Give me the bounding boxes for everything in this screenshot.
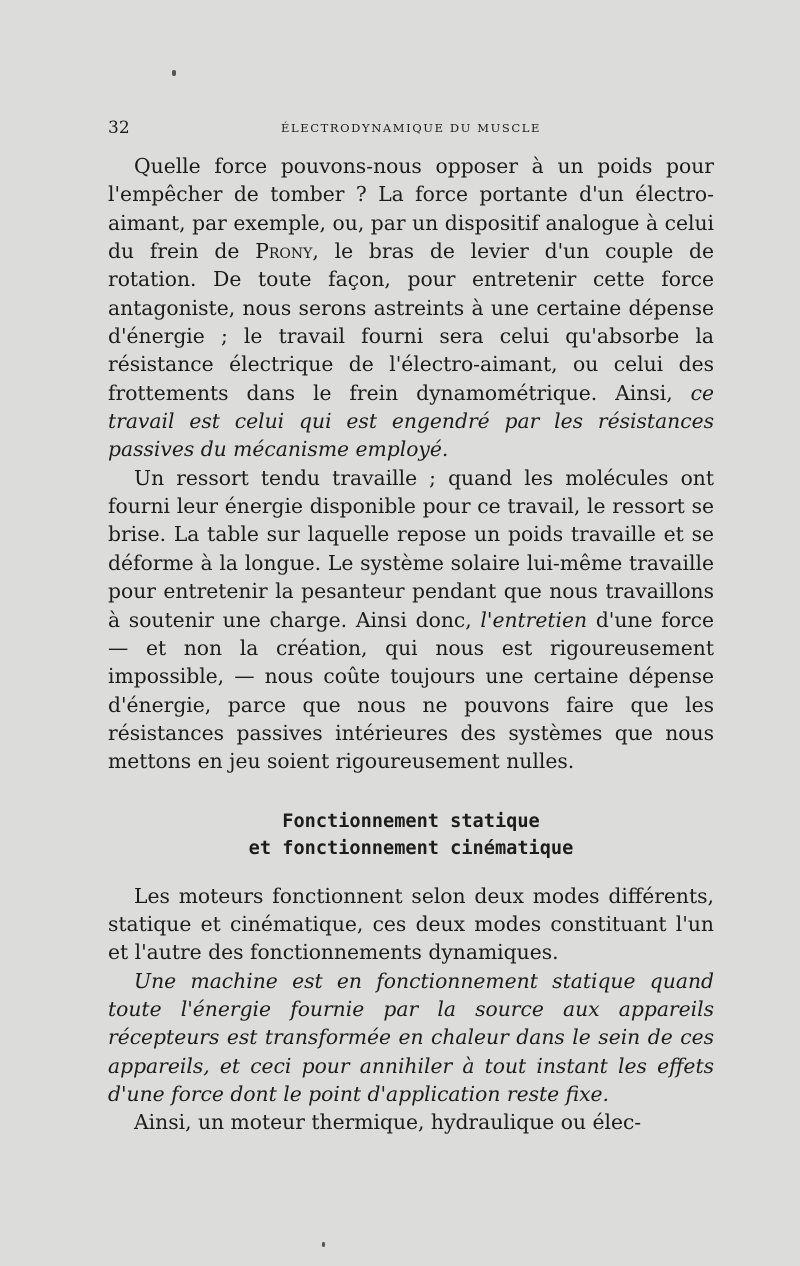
paragraph-text: d'une force — et non la création, qui nous est rigoureusement impossible, — nous coûte toujours une certaine dépense d'énergie, parce que nous ne pouvons faire que les résistances passives intérieures des systèmes que nous mettons en jeu soient rigoureusement nulles. — [108, 607, 714, 774]
paragraph — [108, 152, 714, 464]
italic-text: l'entretien — [480, 607, 588, 632]
italic-text: ce travail est celui qui est engendré par les résistances passives du mécanisme employé. — [108, 380, 714, 462]
running-head: ÉLECTRODYNAMIQUE DU MUSCLE — [281, 121, 541, 135]
print-speck — [322, 1242, 325, 1247]
paragraph-text: Un ressort tendu travaille ; quand les molécules ont fourni leur énergie disponible pour ce travail, le ressort se brise. La table sur laquelle repose un poids travaille et se déforme à la longue. Le système solaire lui-même travaille pour entretenir la pesanteur pendant que nous travaillons à soutenir une charge. Ainsi donc, — [108, 465, 714, 632]
paragraph — [108, 967, 714, 1109]
print-speck — [172, 70, 176, 76]
paragraph: Ainsi, un moteur thermique, hydraulique ou élec- — [134, 1110, 642, 1135]
page-body — [108, 152, 714, 1137]
paragraph — [108, 464, 714, 776]
page-header — [108, 118, 714, 138]
section-title-line: et fonctionnement cinématique — [248, 837, 574, 859]
page-number: 32 — [108, 118, 130, 138]
italic-text: Une machine est en fonctionnement statique quand toute l'énergie fournie par la source aux appareils récepteurs est transformée en chaleur dans le sein de ces appareils, et ceci pour annihiler à tout instant les effets d'une force dont le point d'application reste fixe. — [108, 968, 714, 1106]
paragraph-text: Quelle force pouvons-nous opposer à un poids pour l'empêcher de tomber ? La force portante d'un électro-aimant, par exemple, ou, par un dispositif analogue à celui du frein de — [108, 154, 714, 264]
proper-name: Prony — [255, 239, 313, 264]
section-title — [108, 808, 714, 862]
section-title-line: Fonctionnement statique — [282, 810, 540, 832]
paragraph-text: , le bras de levier d'un couple de rotation. De toute façon, pour entretenir cette force antagoniste, nous serons astreints à une certaine dépense d'énergie ; le travail fourni sera celui qu'absorbe la résistance électrique de l'électro-aimant, ou celui des frottements dans le frein dynamométrique. Ainsi, — [108, 239, 714, 405]
paragraph: Les moteurs fonctionnent selon deux modes différents, statique et cinématique, ces deux modes constituant l'un et l'autre des fonctionnements dynamiques. — [108, 883, 714, 965]
